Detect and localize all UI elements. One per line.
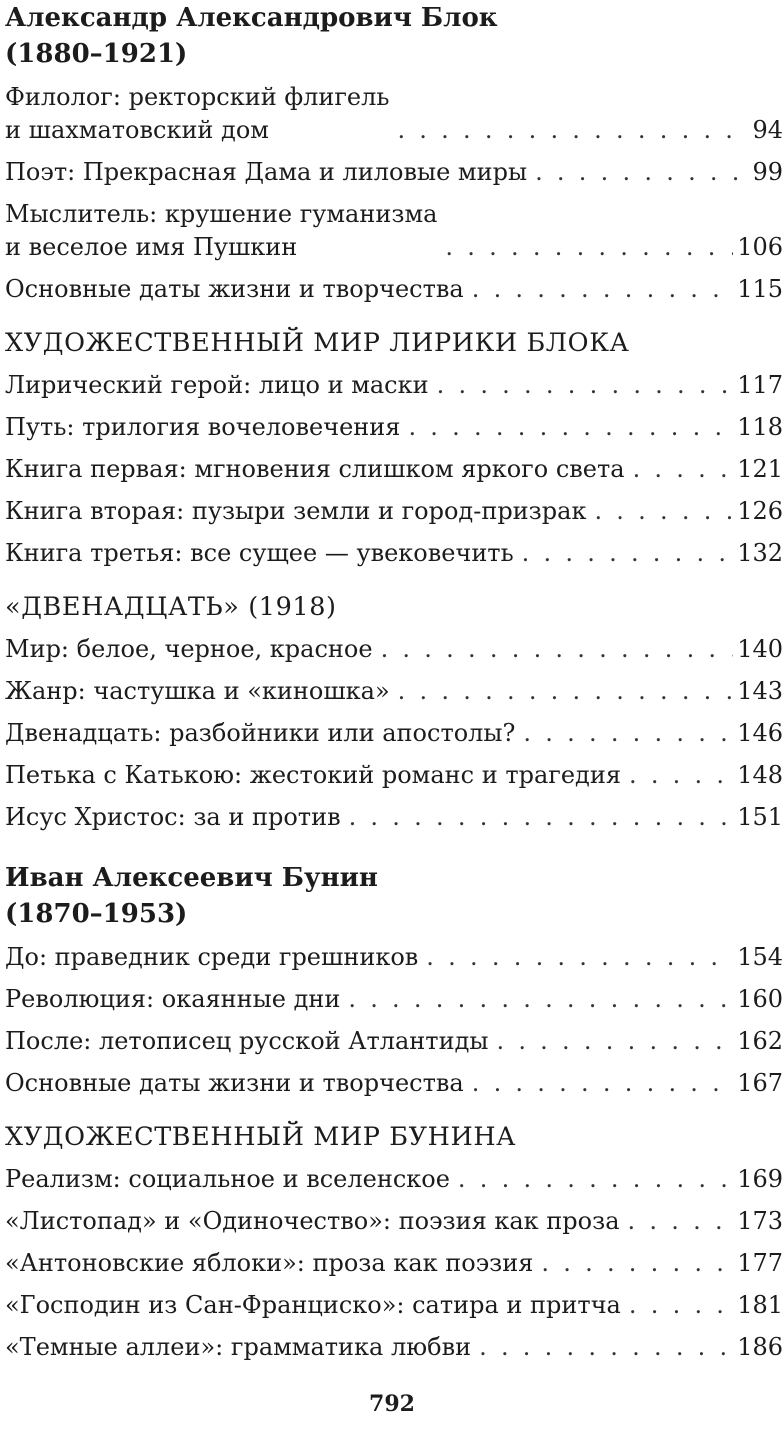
toc-entry-title-line: Поэт: Прекрасная Дама и лиловые миры [5, 158, 528, 186]
dot-leader [426, 941, 733, 974]
toc-entry[interactable] [5, 717, 783, 750]
chapter-section [5, 1120, 783, 1364]
dot-leader [381, 633, 734, 666]
section-spacer [5, 1100, 783, 1120]
toc-entry-page: 115 [737, 275, 783, 303]
toc-entry-page: 167 [737, 1069, 783, 1097]
toc-entry-title [5, 495, 586, 528]
toc-entry-page: 140 [737, 635, 783, 663]
toc-entry-title-line: Реализм: социальное и вселенское [5, 1165, 450, 1193]
toc-entry-page: 162 [737, 1027, 783, 1055]
toc-entry-page: 181 [737, 1291, 783, 1319]
toc-entry[interactable] [5, 1067, 783, 1100]
chapter-heading: ХУДОЖЕСТВЕННЫЙ МИР БУНИНА [5, 1122, 517, 1152]
toc-entry[interactable] [5, 156, 783, 189]
page-number: 792 [369, 1391, 415, 1417]
toc-entry-title-line: Двенадцать: разбойники или апостолы? [5, 719, 516, 747]
dot-leader [522, 537, 734, 570]
toc-entry-title [5, 411, 400, 444]
toc-entry-page: 177 [737, 1249, 783, 1277]
toc-entry-title [5, 1067, 464, 1100]
toc-entry-page: 151 [737, 803, 783, 831]
toc-entry[interactable] [5, 495, 783, 528]
toc-entry[interactable] [5, 941, 783, 974]
table-of-contents [5, 0, 783, 1364]
toc-entry[interactable] [5, 1025, 783, 1058]
toc-entry-title-line: Путь: трилогия вочеловечения [5, 413, 401, 441]
toc-entry-title-line: и веселое имя Пушкин [5, 233, 298, 261]
dot-leader [445, 231, 733, 264]
toc-entry-title-line: Основные даты жизни и творчества [5, 1069, 464, 1097]
toc-entry-page: 121 [737, 455, 783, 483]
dot-leader [633, 453, 734, 486]
dot-leader [437, 369, 734, 402]
toc-entry-page: 117 [737, 371, 783, 399]
toc-entry[interactable] [5, 369, 783, 402]
dot-leader [523, 717, 733, 750]
dot-leader [496, 1025, 733, 1058]
toc-entry-title-line: Мир: белое, черное, красное [5, 635, 373, 663]
dot-leader [348, 983, 733, 1016]
author-dates: (1880–1921) [5, 39, 188, 69]
dot-leader [458, 1163, 733, 1196]
toc-entry-title [5, 1331, 471, 1364]
author-name: Александр Александрович Блок [5, 3, 498, 33]
toc-entry-title [5, 1163, 450, 1196]
dot-leader [408, 411, 733, 444]
toc-entry-title-line: Лирический герой: лицо и маски [5, 371, 429, 399]
toc-entry-title-line: Революция: окаянные дни [5, 985, 341, 1013]
toc-entry-title-line: «Антоновские яблоки»: проза как поэзия [5, 1249, 534, 1277]
toc-entry-page: 186 [737, 1333, 783, 1361]
toc-entry-page: 94 [752, 116, 783, 144]
toc-entry[interactable] [5, 198, 783, 264]
toc-entry-title [5, 1025, 488, 1058]
toc-entry-title [5, 81, 389, 147]
toc-entry-page: 106 [737, 233, 783, 261]
toc-entry[interactable] [5, 273, 783, 306]
author-dates: (1870–1953) [5, 899, 188, 929]
toc-entry-page: 154 [737, 943, 783, 971]
toc-entry-title-line: Основные даты жизни и творчества [5, 275, 464, 303]
toc-entry-title [5, 633, 373, 666]
toc-entry-title [5, 983, 340, 1016]
dot-leader [535, 156, 748, 189]
dot-leader [349, 801, 734, 834]
toc-entry-title [5, 1247, 533, 1280]
dot-leader [472, 1067, 733, 1100]
toc-entry-page: 146 [737, 719, 783, 747]
toc-entry-page: 148 [737, 761, 783, 789]
toc-entry-title-line: Книга первая: мгновения слишком яркого света [5, 455, 625, 483]
toc-entry[interactable] [5, 675, 783, 708]
toc-entry-title-line: «Листопад» и «Одиночество»: поэзия как проза [5, 1207, 620, 1235]
toc-entry[interactable] [5, 983, 783, 1016]
toc-entry[interactable] [5, 1247, 783, 1280]
chapter-section [5, 590, 783, 834]
toc-entry[interactable] [5, 81, 783, 147]
toc-entry-page: 99 [752, 158, 783, 186]
toc-entry[interactable] [5, 537, 783, 570]
toc-entry[interactable] [5, 801, 783, 834]
toc-entry-title [5, 759, 621, 792]
toc-entry-title-line: «Господин из Сан-Франциско»: сатира и притча [5, 1291, 621, 1319]
author-section [5, 0, 783, 306]
dot-leader [397, 114, 748, 147]
dot-leader [398, 675, 734, 708]
author-name: Иван Алексеевич Бунин [5, 863, 378, 893]
toc-entry-title [5, 801, 341, 834]
author-heading [5, 0, 783, 72]
toc-entry-page: 160 [737, 985, 783, 1013]
toc-entry[interactable] [5, 1331, 783, 1364]
toc-entry[interactable] [5, 633, 783, 666]
toc-entry-title [5, 675, 390, 708]
dot-leader [541, 1247, 733, 1280]
section-spacer [5, 306, 783, 326]
toc-entry-title-line: и шахматовский дом [5, 116, 269, 144]
toc-entry-title [5, 717, 515, 750]
toc-entry[interactable] [5, 411, 783, 444]
dot-leader [479, 1331, 733, 1364]
dot-leader [628, 1205, 734, 1238]
dot-leader [629, 1289, 733, 1322]
toc-entry-title-line: Жанр: частушка и «киношка» [5, 677, 390, 705]
toc-entry-page: 169 [737, 1165, 783, 1193]
toc-entry-title-line: «Темные аллеи»: грамматика любви [5, 1333, 472, 1361]
toc-entry-title [5, 537, 514, 570]
toc-entry-page: 118 [737, 413, 783, 441]
toc-entry-title-line: После: летописец русской Атлантиды [5, 1027, 489, 1055]
toc-entry-title [5, 453, 625, 486]
toc-entry[interactable] [5, 1163, 783, 1196]
toc-entry-title-line: Книга третья: все сущее — увековечить [5, 539, 514, 567]
toc-entry[interactable] [5, 453, 783, 486]
toc-entry-title [5, 1205, 620, 1238]
chapter-heading: ХУДОЖЕСТВЕННЫЙ МИР ЛИРИКИ БЛОКА [5, 328, 630, 358]
toc-entry[interactable] [5, 1289, 783, 1322]
section-spacer [5, 834, 783, 860]
toc-entry-title [5, 1289, 621, 1322]
toc-entry-page: 173 [737, 1207, 783, 1235]
toc-entry-title [5, 273, 464, 306]
toc-entry-title-line: Петька с Катькою: жестокий романс и трагедия [5, 761, 621, 789]
toc-entry-page: 126 [737, 497, 783, 525]
author-section [5, 860, 783, 1100]
chapter-section [5, 326, 783, 570]
toc-entry-title [5, 369, 429, 402]
toc-entry-title-line: Мыслитель: крушение гуманизма [5, 200, 438, 228]
dot-leader [472, 273, 733, 306]
toc-entry-title [5, 156, 527, 189]
section-spacer [5, 570, 783, 590]
toc-entry-title-line: Филолог: ректорский флигель [5, 83, 390, 111]
toc-entry-title [5, 198, 437, 264]
author-heading [5, 860, 783, 932]
toc-entry-page: 132 [737, 539, 783, 567]
dot-leader [629, 759, 733, 792]
toc-entry[interactable] [5, 759, 783, 792]
toc-entry-title [5, 941, 418, 974]
toc-entry[interactable] [5, 1205, 783, 1238]
toc-entry-page: 143 [737, 677, 783, 705]
toc-entry-title-line: Исус Христос: за и против [5, 803, 341, 831]
dot-leader [594, 495, 733, 528]
toc-entry-title-line: Книга вторая: пузыри земли и город-призрак [5, 497, 587, 525]
chapter-heading: «ДВЕНАДЦАТЬ» (1918) [5, 592, 337, 622]
toc-entry-title-line: До: праведник среди грешников [5, 943, 419, 971]
